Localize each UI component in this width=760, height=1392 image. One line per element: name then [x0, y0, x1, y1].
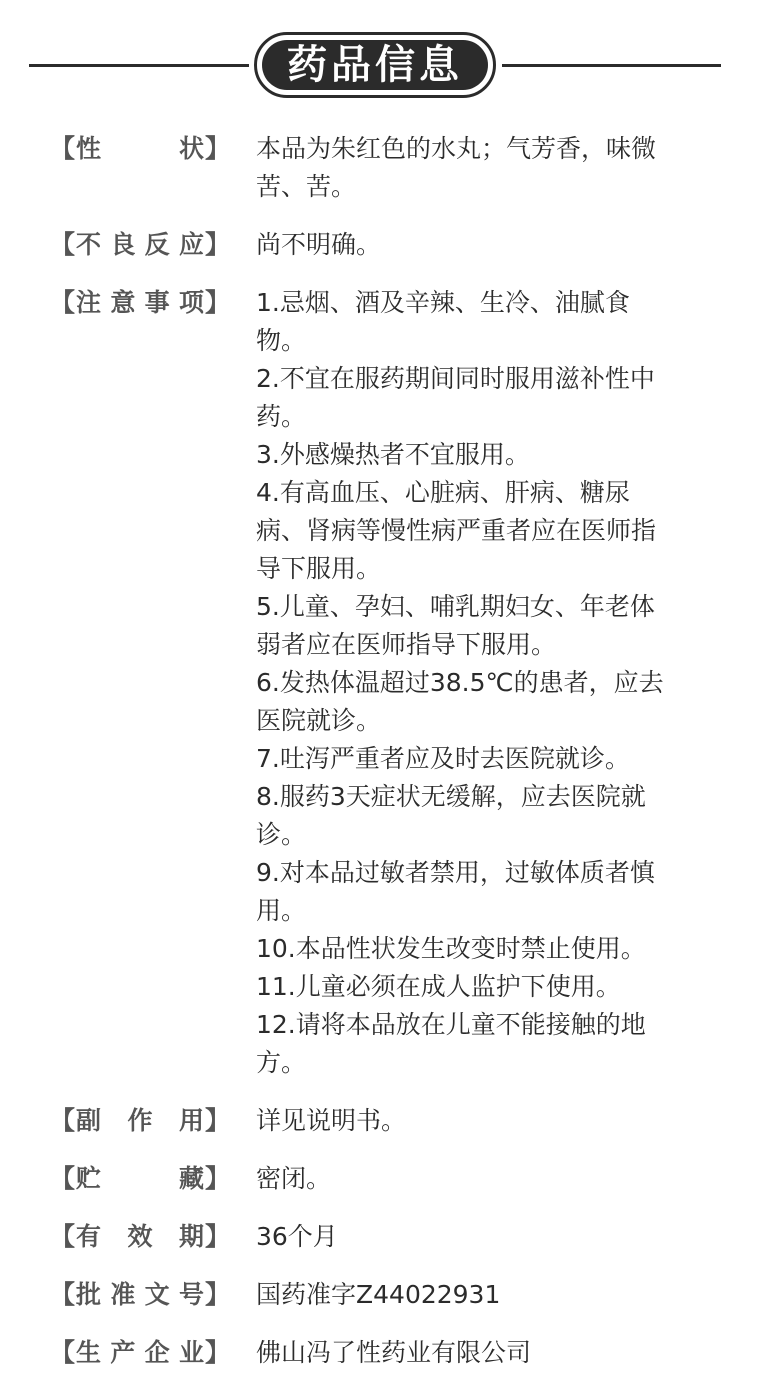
- row-buliang: [0, 226, 760, 264]
- bracket-open: 【: [50, 1280, 76, 1309]
- label-char: 号: [178, 1280, 204, 1309]
- value-line: 1.忌烟、酒及辛辣、生冷、油腻食: [256, 288, 630, 317]
- bracket-close: 】: [204, 230, 230, 259]
- row-fuzuoyong: [0, 1102, 760, 1140]
- value-line: 诊。: [256, 820, 307, 849]
- value-line: 弱者应在医师指导下服用。: [256, 630, 557, 659]
- bracket-close: 】: [204, 1280, 230, 1309]
- field-value: [256, 1276, 686, 1314]
- value-line: 3.外感燥热者不宜服用。: [256, 440, 530, 469]
- row-pizhun: [0, 1276, 760, 1314]
- value-line: 苦、苦。: [256, 172, 357, 201]
- value-line: 尚不明确。: [256, 230, 382, 259]
- label-char: 不: [76, 230, 102, 259]
- label-char: 反: [144, 230, 170, 259]
- bracket-close: 】: [204, 134, 230, 163]
- label-char: 文: [144, 1280, 170, 1309]
- label-char: 意: [110, 288, 136, 317]
- value-line: 药。: [256, 402, 307, 431]
- section-header: [0, 32, 760, 98]
- label-char: 准: [110, 1280, 136, 1309]
- value-line: 11.儿童必须在成人监护下使用。: [256, 972, 621, 1001]
- label-char: 效: [127, 1222, 153, 1251]
- field-label: [50, 1160, 230, 1198]
- label-char: 生: [76, 1338, 102, 1367]
- bracket-open: 【: [50, 288, 76, 317]
- bracket-open: 【: [50, 134, 76, 163]
- row-xingzhuang: [0, 130, 760, 206]
- field-value: [256, 1334, 686, 1372]
- label-char: 藏: [178, 1164, 204, 1193]
- bracket-open: 【: [50, 1106, 76, 1135]
- label-char: 性: [76, 134, 102, 163]
- label-char: 批: [76, 1280, 102, 1309]
- label-char: 项: [178, 288, 204, 317]
- row-youxiaoqi: [0, 1218, 760, 1256]
- label-char: 业: [178, 1338, 204, 1367]
- label-char: 状: [178, 134, 204, 163]
- value-line: 本品为朱红色的水丸；气芳香，味微: [256, 134, 657, 163]
- header-rule-left: [29, 64, 249, 67]
- label-char: 产: [110, 1338, 136, 1367]
- field-label: [50, 1218, 230, 1256]
- value-line: 8.服药3天症状无缓解，应去医院就: [256, 782, 646, 811]
- value-line: 病、肾病等慢性病严重者应在医师指: [256, 516, 657, 545]
- value-line: 方。: [256, 1048, 307, 1077]
- page-title: 药品信息: [262, 40, 488, 90]
- field-value: [256, 1102, 686, 1140]
- bracket-close: 】: [204, 288, 230, 317]
- field-label: [50, 284, 230, 322]
- value-line: 用。: [256, 896, 307, 925]
- field-value: [256, 226, 686, 264]
- field-label: [50, 1334, 230, 1372]
- value-line: 佛山冯了性药业有限公司: [256, 1338, 532, 1367]
- value-line: 国药准字Z44022931: [256, 1280, 501, 1309]
- field-label: [50, 226, 230, 264]
- value-line: 物。: [256, 326, 307, 355]
- title-pill: [254, 32, 496, 98]
- bracket-close: 】: [204, 1338, 230, 1367]
- bracket-open: 【: [50, 1164, 76, 1193]
- bracket-open: 【: [50, 1222, 76, 1251]
- bracket-close: 】: [204, 1106, 230, 1135]
- value-line: 医院就诊。: [256, 706, 382, 735]
- field-value: [256, 1218, 686, 1256]
- value-line: 7.吐泻严重者应及时去医院就诊。: [256, 744, 630, 773]
- row-zhucang: [0, 1160, 760, 1198]
- label-char: 有: [76, 1222, 102, 1251]
- label-char: 用: [178, 1106, 204, 1135]
- value-line: 详见说明书。: [256, 1106, 407, 1135]
- row-zhuyi: [0, 284, 760, 1082]
- label-char: 企: [144, 1338, 170, 1367]
- value-line: 密闭。: [256, 1164, 332, 1193]
- value-line: 4.有高血压、心脏病、肝病、糖尿: [256, 478, 630, 507]
- label-char: 注: [76, 288, 102, 317]
- label-char: 良: [110, 230, 136, 259]
- value-line: 10.本品性状发生改变时禁止使用。: [256, 934, 646, 963]
- field-value: [256, 284, 686, 1082]
- bracket-open: 【: [50, 230, 76, 259]
- field-label: [50, 1276, 230, 1314]
- value-line: 5.儿童、孕妇、哺乳期妇女、年老体: [256, 592, 655, 621]
- header-rule-right: [502, 64, 721, 67]
- value-line: 36个月: [256, 1222, 338, 1251]
- label-char: 贮: [76, 1164, 102, 1193]
- value-line: 2.不宜在服药期间同时服用滋补性中: [256, 364, 655, 393]
- drug-info-list: [0, 130, 760, 1392]
- label-char: 副: [76, 1106, 102, 1135]
- value-line: 6.发热体温超过38.5℃的患者，应去: [256, 668, 664, 697]
- row-shengchan: [0, 1334, 760, 1372]
- field-value: [256, 1160, 686, 1198]
- label-char: 事: [144, 288, 170, 317]
- value-line: 12.请将本品放在儿童不能接触的地: [256, 1010, 646, 1039]
- label-char: 作: [127, 1106, 153, 1135]
- field-value: [256, 130, 686, 206]
- bracket-close: 】: [204, 1164, 230, 1193]
- bracket-close: 】: [204, 1222, 230, 1251]
- field-label: [50, 1102, 230, 1140]
- field-label: [50, 130, 230, 168]
- value-line: 导下服用。: [256, 554, 382, 583]
- bracket-open: 【: [50, 1338, 76, 1367]
- label-char: 应: [178, 230, 204, 259]
- label-char: 期: [178, 1222, 204, 1251]
- value-line: 9.对本品过敏者禁用，过敏体质者慎: [256, 858, 655, 887]
